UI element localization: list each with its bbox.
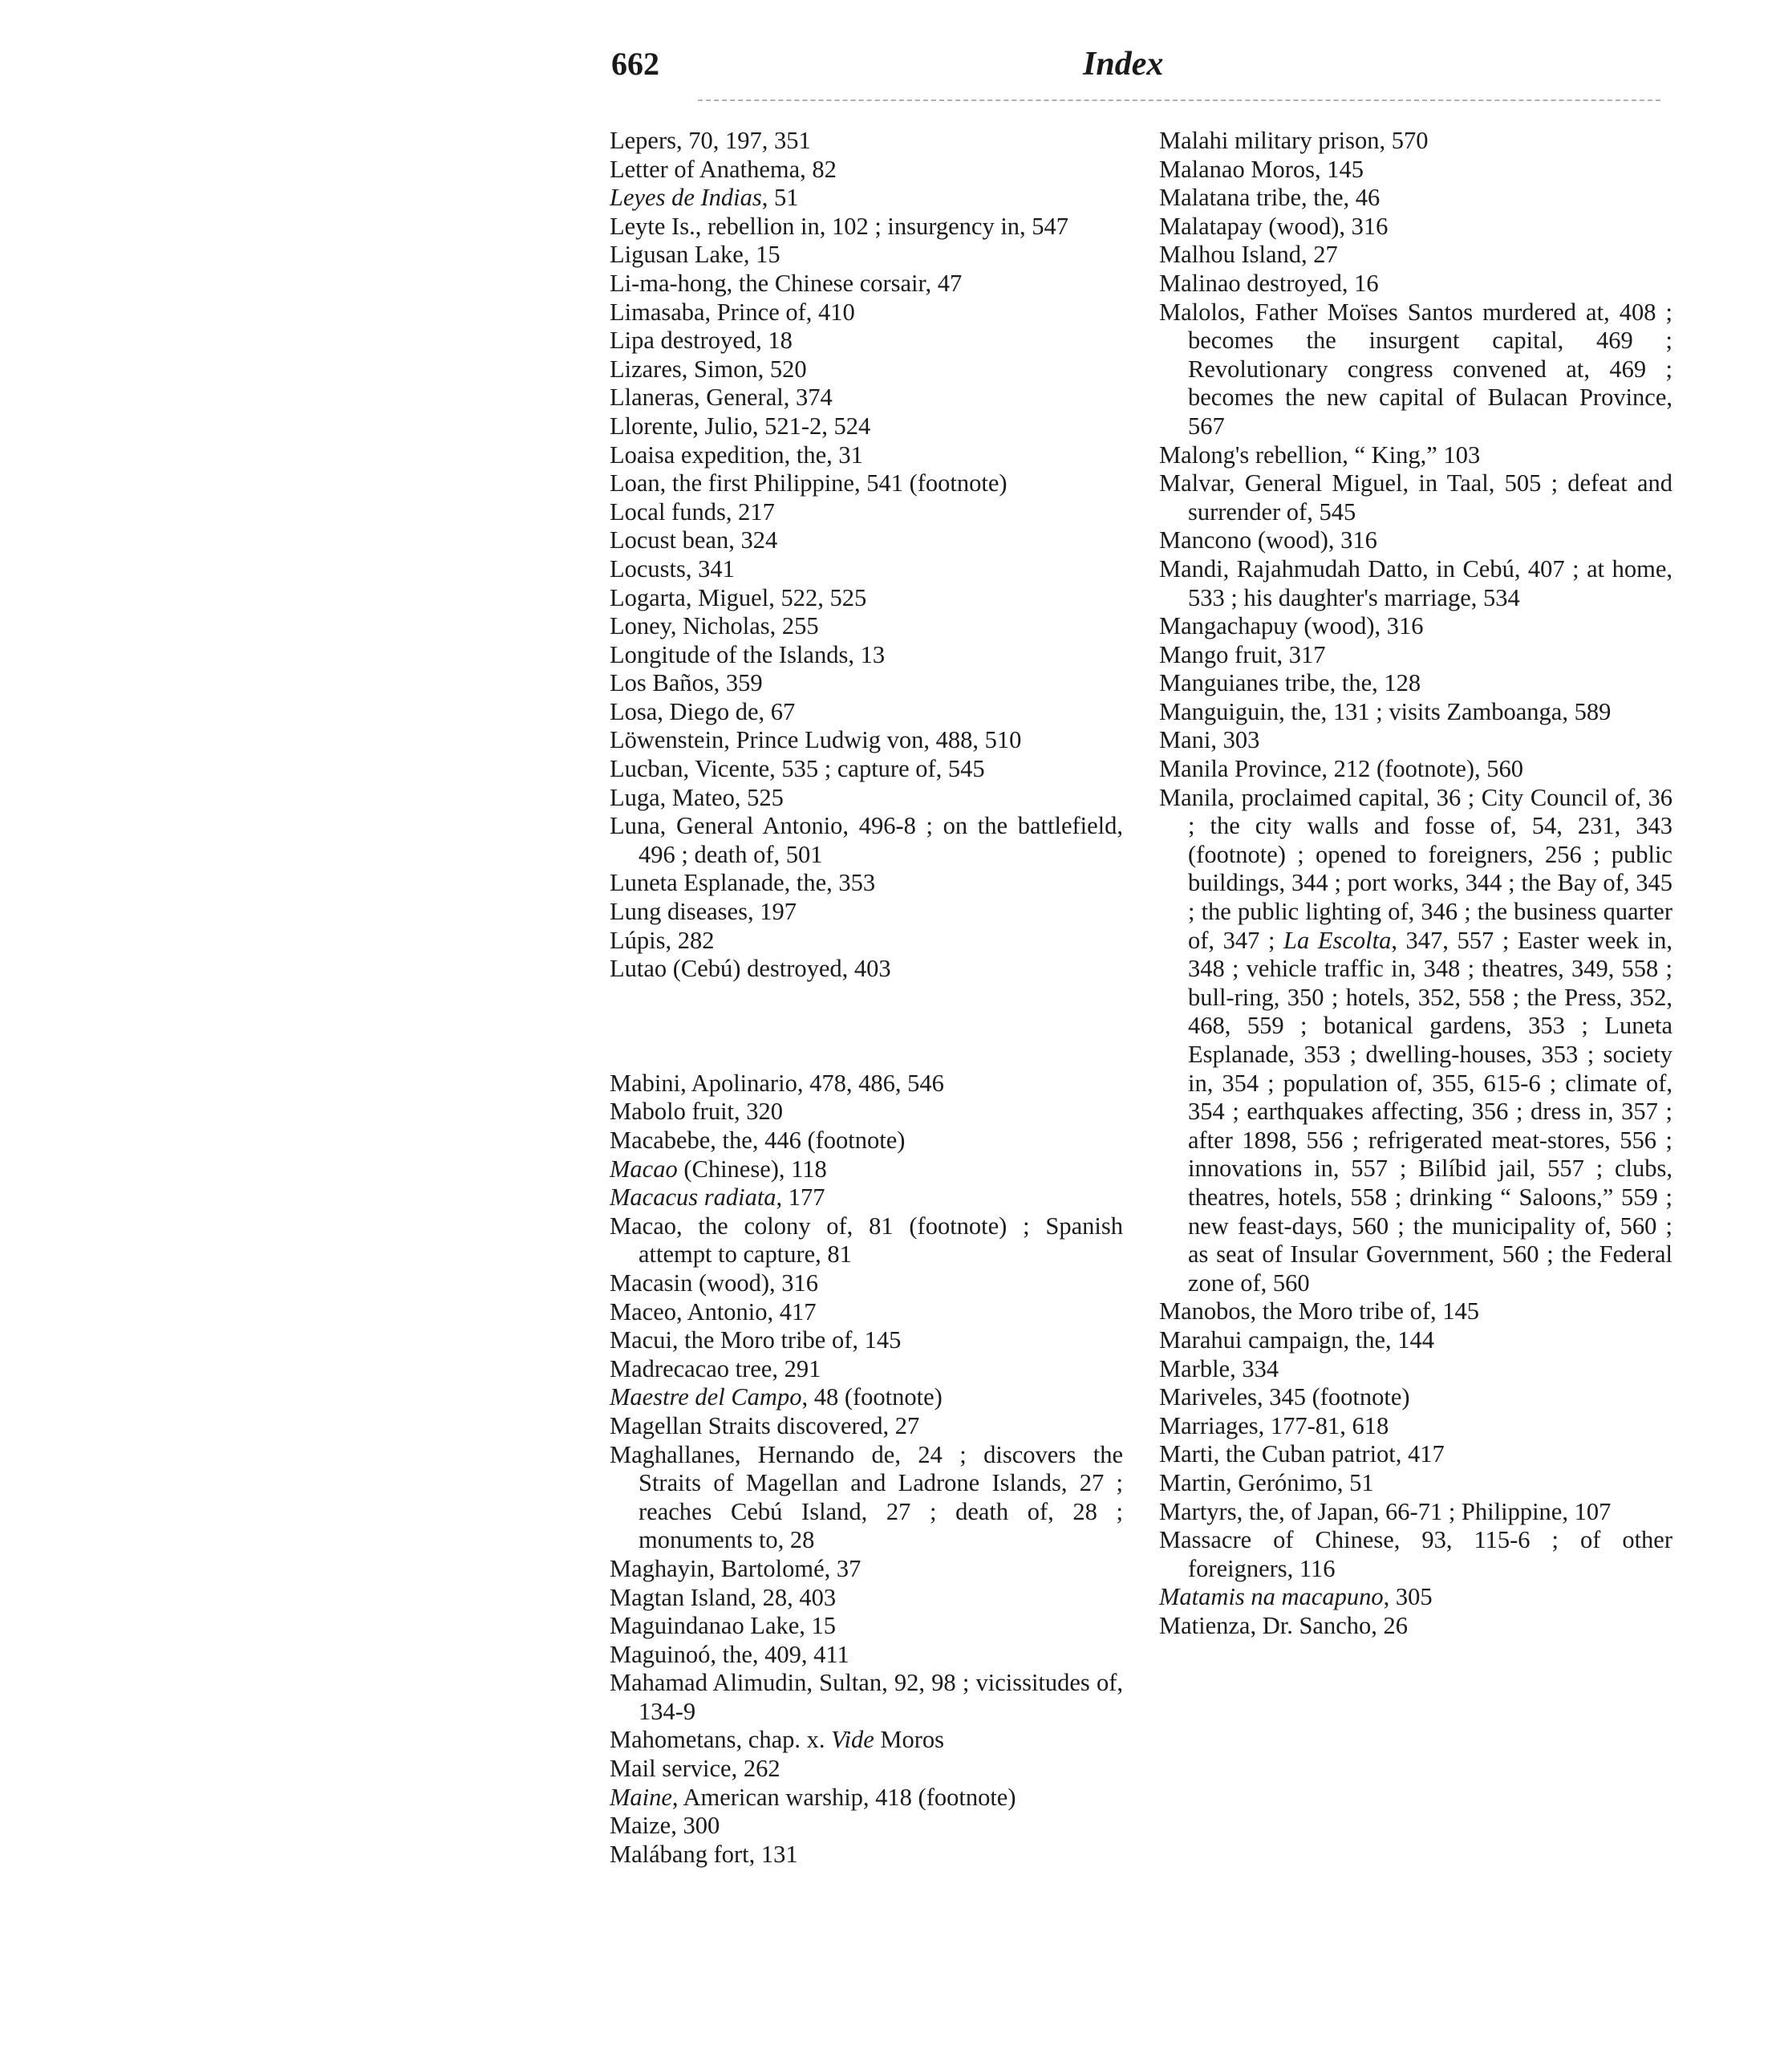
index-entry: Mahamad Alimudin, Sultan, 92, 98 ; vicissitudes of, 134-9 — [610, 1669, 1123, 1725]
index-entry: Mangachapuy (wood), 316 — [1159, 612, 1424, 640]
index-entry: Maceo, Antonio, 417 — [610, 1297, 817, 1325]
index-entry: Mancono (wood), 316 — [1159, 526, 1377, 554]
index-entry: Malahi military prison, 570 — [1159, 127, 1429, 154]
italic-text: Macacus radiata — [610, 1183, 776, 1212]
italic-text: Maestre del Campo — [610, 1383, 802, 1411]
entry-text: , 177 — [776, 1183, 825, 1212]
letter-gap — [610, 984, 1123, 1070]
index-entry: Malhou Island, 27 — [1159, 241, 1338, 269]
entry-text: , American warship, 418 (footnote) — [671, 1783, 1016, 1811]
index-column-left — [610, 127, 1123, 1869]
italic-text: Vide — [831, 1726, 874, 1754]
index-entry — [610, 184, 1123, 213]
index-entry: Magellan Straits discovered, 27 — [610, 1411, 920, 1439]
entry-text: Mahometans, chap. x. — [610, 1726, 832, 1754]
index-entry: Mail service, 262 — [610, 1755, 780, 1783]
index-entry: Manila Province, 212 (footnote), 560 — [1159, 755, 1524, 783]
index-entry: Malong's rebellion, “ King,” 103 — [1159, 440, 1481, 469]
entry-text: Moros — [874, 1726, 945, 1754]
index-group-m-continued — [1159, 127, 1672, 1640]
index-entry: Malábang fort, 131 — [610, 1840, 798, 1868]
entry-text: Manila, proclaimed capital, 36 ; City Council of, 36 ; the city walls and fosse of, 54, 231, 343 (footnote) ; opened to foreigners, 256 ; public buildings, 344 ; port works, 344 ; the Bay of, 345 ; the public lighting of, 346 ; the business quarter of, 347 ; — [1159, 783, 1672, 954]
index-entry: Local funds, 217 — [610, 497, 775, 526]
index-entry: Maize, 300 — [610, 1812, 720, 1840]
italic-text: Maine — [610, 1783, 672, 1811]
index-entry: Manguiguin, the, 131 ; visits Zamboanga, 589 — [1159, 697, 1612, 725]
index-entry: Mabolo fruit, 320 — [610, 1098, 784, 1126]
index-entry: Lipa destroyed, 18 — [610, 327, 793, 355]
index-entry: Maguindanao Lake, 15 — [610, 1612, 837, 1640]
index-entry: Massacre of Chinese, 93, 115-6 ; of other foreigners, 116 — [1159, 1526, 1672, 1582]
index-entry: Mariveles, 345 (footnote) — [1159, 1383, 1410, 1411]
index-entry — [610, 1784, 1123, 1813]
italic-text: Leyes de Indias — [610, 184, 762, 212]
italic-text: Matamis na macapuno — [1159, 1583, 1384, 1611]
index-entry: Löwenstein, Prince Ludwig von, 488, 510 — [610, 726, 1022, 754]
index-entry — [1159, 784, 1672, 1298]
index-entry: Llaneras, General, 374 — [610, 384, 833, 412]
index-entry: Madrecacao tree, 291 — [610, 1354, 821, 1382]
index-entry: Losa, Diego de, 67 — [610, 697, 796, 725]
index-entry: Locust bean, 324 — [610, 526, 778, 554]
index-entry: Macui, the Moro tribe of, 145 — [610, 1326, 902, 1354]
index-group-l — [610, 127, 1123, 984]
italic-text: La Escolta — [1283, 926, 1392, 954]
index-entry: Malatapay (wood), 316 — [1159, 212, 1389, 240]
page-number: 662 — [611, 46, 659, 82]
index-entry: Malanao Moros, 145 — [1159, 155, 1364, 183]
index-entry: Matienza, Dr. Sancho, 26 — [1159, 1611, 1409, 1639]
index-entry: Malatana tribe, the, 46 — [1159, 184, 1380, 212]
index-entry: Maguinoó, the, 409, 411 — [610, 1640, 849, 1668]
index-entry: Mandi, Rajahmudah Datto, in Cebú, 407 ; at home, 533 ; his daughter's marriage, 534 — [1159, 554, 1672, 611]
index-entry: Mani, 303 — [1159, 726, 1260, 754]
index-entry: Marriages, 177-81, 618 — [1159, 1411, 1389, 1439]
index-entry: Martyrs, the, of Japan, 66-71 ; Philippine, 107 — [1159, 1497, 1612, 1525]
entry-text: , 347, 557 ; Easter week in, 348 ; vehicle traffic in, 348 ; theatres, 349, 558 ; bull-ring, 350 ; hotels, 352, 558 ; the Press, 352, 468, 559 ; botanical gardens, 353 ; Luneta Esplanade, 353 ; dwelling-houses, 353 ; society in, 354 ; population of, 355, 615-6 ; climate of, 354 ; earthquakes affecting, 356 ; dress in, 357 ; after 1898, 556 ; refrigerated meat-stores, 556 ; innovations in, 557 ; Bilíbid jail, 557 ; clubs, theatres, hotels, 558 ; drinking “ Saloons,” 559 ; new feast-days, 560 ; the municipality of, 560 ; as seat of Insular Government, 560 ; the Federal zone of, 560 — [1188, 926, 1672, 1297]
index-entry: Lung diseases, 197 — [610, 898, 797, 926]
index-entry: Macao, the colony of, 81 (footnote) ; Spanish attempt to capture, 81 — [610, 1212, 1123, 1269]
index-entry: Limasaba, Prince of, 410 — [610, 298, 855, 326]
entry-text: , 305 — [1383, 1583, 1433, 1611]
header-rule — [698, 99, 1660, 101]
index-entry: Longitude of the Islands, 13 — [610, 640, 886, 668]
index-entry: Marble, 334 — [1159, 1354, 1279, 1382]
index-entry: Malvar, General Miguel, in Taal, 505 ; defeat and surrender of, 545 — [1159, 469, 1672, 526]
index-entry: Llorente, Julio, 521-2, 524 — [610, 412, 871, 440]
index-entry: Ligusan Lake, 15 — [610, 241, 780, 269]
index-entry: Lutao (Cebú) destroyed, 403 — [610, 955, 891, 983]
entry-text: (Chinese), 118 — [677, 1155, 827, 1183]
index-entry: Martin, Gerónimo, 51 — [1159, 1468, 1374, 1496]
index-entry: Luga, Mateo, 525 — [610, 783, 784, 811]
index-group-m — [610, 1070, 1123, 1869]
index-entry: Magtan Island, 28, 403 — [610, 1583, 837, 1611]
index-entry: Letter of Anathema, 82 — [610, 155, 837, 183]
index-entry: Logarta, Miguel, 522, 525 — [610, 583, 867, 611]
index-entry: Manguianes tribe, the, 128 — [1159, 669, 1421, 697]
entry-text: , 51 — [761, 184, 799, 212]
index-entry: Manobos, the Moro tribe of, 145 — [1159, 1297, 1479, 1325]
index-entry: Lucban, Vicente, 535 ; capture of, 545 — [610, 755, 985, 783]
entry-text: , 48 (footnote) — [801, 1383, 943, 1411]
index-entry: Macasin (wood), 316 — [610, 1269, 819, 1297]
index-entry: Locusts, 341 — [610, 554, 735, 583]
index-entry: Mabini, Apolinario, 478, 486, 546 — [610, 1069, 944, 1097]
running-head-title: Index — [1083, 46, 1164, 83]
index-entry: Macabebe, the, 446 (footnote) — [610, 1126, 906, 1154]
index-entry: Lúpis, 282 — [610, 926, 715, 954]
index-entry: Mango fruit, 317 — [1159, 640, 1326, 668]
index-entry: Luna, General Antonio, 496-8 ; on the battlefield, 496 ; death of, 501 — [610, 812, 1123, 868]
index-entry: Los Baños, 359 — [610, 669, 763, 697]
index-entry — [610, 1183, 1123, 1212]
index-entry — [610, 1155, 1123, 1184]
index-entry — [610, 1383, 1123, 1412]
index-entry: Li-ma-hong, the Chinese corsair, 47 — [610, 269, 963, 297]
index-entry: Marahui campaign, the, 144 — [1159, 1325, 1435, 1354]
index-entry: Leyte Is., rebellion in, 102 ; insurgency in, 547 — [610, 212, 1069, 240]
index-entry: Maghallanes, Hernando de, 24 ; discovers the Straits of Magellan and Ladrone Islands, 27 ; reaches Cebú Island, 27 ; death of, 28 ; monuments to, 28 — [610, 1440, 1123, 1554]
index-entry: Loney, Nicholas, 255 — [610, 612, 819, 640]
index-entry: Maghayin, Bartolomé, 37 — [610, 1554, 862, 1582]
index-column-right — [1159, 127, 1672, 1640]
index-entry: Luneta Esplanade, the, 353 — [610, 869, 876, 897]
index-entry — [1159, 1583, 1672, 1612]
index-entry: Malolos, Father Moïses Santos murdered at, 408 ; becomes the insurgent capital, 469 ; Revolutionary congress convened at, 469 ; becomes the new capital of Bulacan Province, 567 — [1159, 298, 1672, 440]
index-entry: Malinao destroyed, 16 — [1159, 269, 1379, 297]
index-entry: Marti, the Cuban patriot, 417 — [1159, 1440, 1445, 1468]
index-entry: Loaisa expedition, the, 31 — [610, 440, 863, 469]
index-entry: Lizares, Simon, 520 — [610, 355, 807, 383]
index-entry: Lepers, 70, 197, 351 — [610, 127, 811, 154]
index-entry: Loan, the first Philippine, 541 (footnote) — [610, 469, 1007, 497]
index-entry — [610, 1726, 1123, 1755]
italic-text: Macao — [610, 1155, 678, 1183]
